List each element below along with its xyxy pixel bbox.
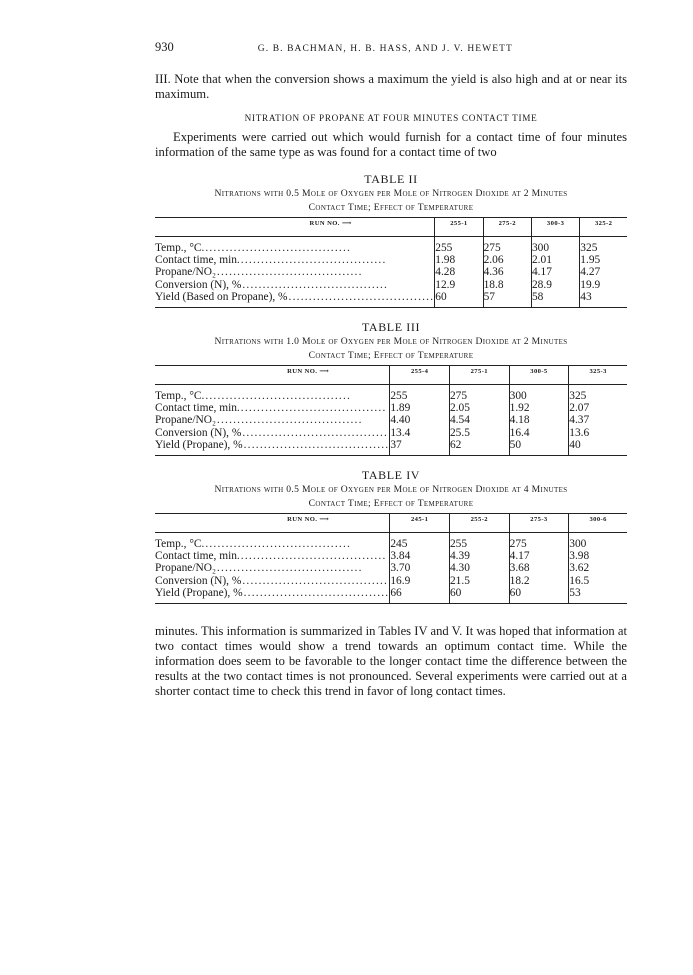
table-cell: 275 xyxy=(509,533,569,551)
table-row: Conversion (N), %.................................... 12.9 18.8 28.9 19.9 xyxy=(155,279,627,291)
table-row: Contact time, min..................................... 1.89 2.05 1.92 2.07 xyxy=(155,402,627,414)
table-caption-line2: Contact Time; Effect of Temperature xyxy=(308,350,474,362)
table-3 xyxy=(155,320,627,456)
table-cell: 4.37 xyxy=(569,414,590,427)
table-cell: 25.5 xyxy=(449,427,509,439)
table-4 xyxy=(155,468,627,604)
data-table xyxy=(155,513,627,604)
run-header: 275-3 xyxy=(509,514,569,533)
table-title: TABLE II xyxy=(364,172,418,186)
table-cell: 300 xyxy=(569,538,587,551)
table-cell: 2.07 xyxy=(569,402,590,415)
row-label: Conversion (N), % xyxy=(155,278,242,291)
table-cell: 19.9 xyxy=(580,278,601,291)
page-number: 930 xyxy=(155,40,174,54)
table-cell: 28.9 xyxy=(531,279,579,291)
table-cell: 3.70 xyxy=(390,562,450,574)
data-table xyxy=(155,217,627,308)
header-row xyxy=(155,218,627,237)
section-heading: NITRATION OF PROPANE AT FOUR MINUTES CONTACT TIME xyxy=(244,113,538,123)
table-caption-line1: Nitrations with 1.0 Mole of Oxygen per Mole of Nitrogen Dioxide at 2 Minutes xyxy=(214,336,568,348)
table-row: Conversion (N), %.................................... 13.4 25.5 16.4 13.6 xyxy=(155,427,627,439)
table-cell: 4.18 xyxy=(509,414,569,426)
table-cell: 3.68 xyxy=(509,562,569,574)
run-number-label: RUN NO. ⟶ xyxy=(155,218,435,237)
row-label: Propane/NO₂ xyxy=(155,562,216,575)
row-label: Yield (Propane), % xyxy=(155,438,243,451)
table-cell: 1.89 xyxy=(390,402,450,414)
table-cell: 16.9 xyxy=(390,575,450,587)
run-header: 325-2 xyxy=(580,218,627,237)
table-cell: 2.06 xyxy=(483,254,531,266)
table-2 xyxy=(155,172,627,308)
row-label: Conversion (N), % xyxy=(155,574,242,587)
table-cell: 4.40 xyxy=(390,414,450,426)
table-cell: 1.98 xyxy=(435,254,483,266)
table-cell: 2.05 xyxy=(449,402,509,414)
table-caption-line2: Contact Time; Effect of Temperature xyxy=(308,498,474,510)
table-title: TABLE III xyxy=(361,320,421,335)
table-cell: 66 xyxy=(390,587,450,604)
intro-paragraph: III. Note that when the conversion shows a maximum the yield is also high and at or near its maximum. xyxy=(155,72,627,101)
header-row xyxy=(155,366,627,385)
table-row: Yield (Propane), %.................................... 37 62 50 40 xyxy=(155,439,627,456)
header-row xyxy=(155,514,627,533)
table-title: TABLE IV xyxy=(361,468,421,483)
table-cell: 255 xyxy=(449,533,509,551)
row-label: Contact time, min. xyxy=(155,402,240,415)
table-cell: 4.36 xyxy=(483,266,531,278)
row-label: Yield (Based on Propane), % xyxy=(155,290,288,303)
table-cell: 3.98 xyxy=(569,550,590,563)
table-cell: 300 xyxy=(531,237,579,255)
table-cell: 275 xyxy=(449,385,509,403)
table-cell: 4.17 xyxy=(509,550,569,562)
table-cell: 4.54 xyxy=(449,414,509,426)
table-row: Yield (Based on Propane), %.................................... 60 57 58 43 xyxy=(155,291,627,308)
table-cell: 4.17 xyxy=(531,266,579,278)
table-row: Temp., °C..................................... 255 275 300 325 xyxy=(155,385,627,403)
table-cell: 12.9 xyxy=(435,279,483,291)
table-cell: 60 xyxy=(509,587,569,604)
table-caption-line1: Nitrations with 0.5 Mole of Oxygen per Mole of Nitrogen Dioxide at 4 Minutes xyxy=(214,484,568,496)
table-cell: 16.4 xyxy=(509,427,569,439)
row-label: Contact time, min. xyxy=(155,550,240,563)
table-cell: 245 xyxy=(390,533,450,551)
table-cell: 3.62 xyxy=(569,562,590,575)
row-label: Contact time, min. xyxy=(155,254,240,267)
table-cell: 4.30 xyxy=(449,562,509,574)
run-header: 300-6 xyxy=(569,514,627,533)
table-cell: 62 xyxy=(449,439,509,456)
table-cell: 1.95 xyxy=(580,254,601,267)
table-cell: 21.5 xyxy=(449,575,509,587)
row-label: Temp., °C. xyxy=(155,390,205,403)
run-header: 275-1 xyxy=(449,366,509,385)
table-cell: 325 xyxy=(569,390,587,403)
table-cell: 57 xyxy=(483,291,531,308)
journal-page xyxy=(155,40,627,699)
table-cell: 325 xyxy=(580,242,598,254)
table-cell: 16.5 xyxy=(569,574,590,587)
table-cell: 1.92 xyxy=(509,402,569,414)
table-caption-line2: Contact Time; Effect of Temperature xyxy=(308,202,474,213)
run-header: 255-2 xyxy=(449,514,509,533)
run-number-label: RUN NO. ⟶ xyxy=(155,366,390,385)
table-cell: 53 xyxy=(569,587,627,604)
table-cell: 37 xyxy=(390,439,450,456)
table-cell: 60 xyxy=(449,587,509,604)
run-header: 300-3 xyxy=(531,218,579,237)
running-head-authors: G. B. BACHMAN, H. B. HASS, AND J. V. HEWETT xyxy=(257,44,513,54)
table-cell: 18.8 xyxy=(483,279,531,291)
table-cell: 4.27 xyxy=(580,266,601,279)
row-label: Conversion (N), % xyxy=(155,426,242,439)
table-cell: 275 xyxy=(483,237,531,255)
table-cell: 13.4 xyxy=(390,427,450,439)
table-cell: 58 xyxy=(531,291,579,308)
table-cell: 2.01 xyxy=(531,254,579,266)
run-header: 275-2 xyxy=(483,218,531,237)
row-label: Temp., °C. xyxy=(155,538,205,551)
table-cell: 255 xyxy=(435,237,483,255)
table-cell: 4.39 xyxy=(449,550,509,562)
table-row: Temp., °C..................................... 245 255 275 300 xyxy=(155,533,627,551)
row-label: Propane/NO₂ xyxy=(155,266,216,279)
row-label: Yield (Propane), % xyxy=(155,586,243,599)
run-header: 245-1 xyxy=(390,514,450,533)
table-caption-line1: Nitrations with 0.5 Mole of Oxygen per Mole of Nitrogen Dioxide at 2 Minutes xyxy=(214,188,568,199)
run-header: 255-1 xyxy=(435,218,483,237)
table-cell: 255 xyxy=(390,385,450,403)
table-cell: 40 xyxy=(569,439,627,456)
table-row: Temp., °C..................................... 255 275 300 325 xyxy=(155,237,627,255)
run-header: 300-5 xyxy=(509,366,569,385)
table-row: Contact time, min..................................... 1.98 2.06 2.01 1.95 xyxy=(155,254,627,266)
table-cell: 43 xyxy=(580,291,627,308)
table-row: Propane/NO₂.................................... 4.28 4.36 4.17 4.27 xyxy=(155,266,627,278)
table-row: Conversion (N), %.................................... 16.9 21.5 18.2 16.5 xyxy=(155,575,627,587)
data-table xyxy=(155,365,627,456)
row-label: Propane/NO₂ xyxy=(155,414,216,427)
section-paragraph: Experiments were carried out which would furnish for a contact time of four minutes information of the same type as was found for a contact time of two xyxy=(155,130,627,159)
table-cell: 300 xyxy=(509,385,569,403)
table-cell: 3.84 xyxy=(390,550,450,562)
table-cell: 60 xyxy=(435,291,483,308)
table-row: Propane/NO₂.................................... 4.40 4.54 4.18 4.37 xyxy=(155,414,627,426)
row-label: Temp., °C. xyxy=(155,242,205,254)
run-header: 325-3 xyxy=(569,366,627,385)
table-row: Yield (Propane), %.................................... 66 60 60 53 xyxy=(155,587,627,604)
table-row: Propane/NO₂.................................... 3.70 4.30 3.68 3.62 xyxy=(155,562,627,574)
table-cell: 18.2 xyxy=(509,575,569,587)
run-number-label: RUN NO. ⟶ xyxy=(155,514,390,533)
table-cell: 4.28 xyxy=(435,266,483,278)
table-cell: 50 xyxy=(509,439,569,456)
table-row: Contact time, min..................................... 3.84 4.39 4.17 3.98 xyxy=(155,550,627,562)
closing-paragraph: minutes. This information is summarized in Tables IV and V. It was hoped that information at two contact times would show a trend towards an optimum contact time. While the information does seem to be favorable to the longer contact time the difference between the results at the two contact times is not pronounced. Several experiments were carried out at a shorter contact time to check this trend in favor of long contact times. xyxy=(155,624,627,699)
table-cell: 13.6 xyxy=(569,426,590,439)
run-header: 255-4 xyxy=(390,366,450,385)
page-header xyxy=(155,40,627,55)
